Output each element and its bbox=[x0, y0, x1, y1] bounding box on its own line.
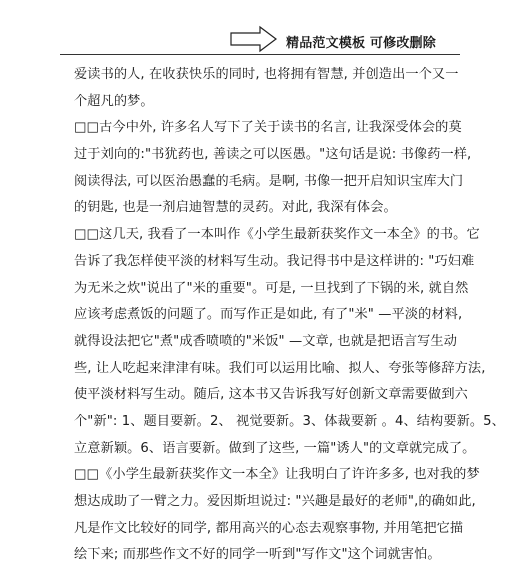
text-line: 过于刘向的:"书犹药也, 善读之可以医愚。"这句话是说: 书像药一样, bbox=[74, 147, 472, 163]
text-line: 阅读得法, 可以医治愚蠢的毛病。是啊, 书像一把开启知识宝库大门 bbox=[74, 173, 464, 189]
text-line: 个超凡的梦。 bbox=[74, 93, 154, 109]
arrow-right-icon bbox=[230, 26, 278, 52]
text-line: 告诉了我怎样使平淡的材料写生动。我记得书中是这样讲的: "巧妇难 bbox=[74, 253, 475, 269]
text-line: 想达成助了一臂之力。爱因斯坦说过: "兴趣是最好的老师",的确如此, bbox=[74, 494, 476, 509]
text-line: 为无米之炊"说出了"米的重要"。可是, 一旦找到了下锅的米, 就自然 bbox=[74, 280, 469, 296]
document-body bbox=[74, 62, 505, 569]
header-divider bbox=[60, 54, 460, 55]
text-line: □□古今中外, 许多名人写下了关于读书的名言, 让我深受体会的莫 bbox=[74, 120, 462, 136]
text-line: 立意新颖。6、语言要新。做到了这些, 一篇"诱人"的文章就完成了。 bbox=[74, 440, 476, 456]
text-line: □□《小学生最新获奖作文一本全》让我明白了许许多多, 也对我的梦 bbox=[74, 467, 480, 483]
text-line: 绘下来; 而那些作文不好的同学一听到"写作文"这个词就害怕。 bbox=[74, 547, 441, 563]
text-line: 应该考虑煮饭的问题了。而写作正是如此, 有了"米" —平淡的材料, bbox=[74, 307, 463, 323]
text-line: 就得设法把它"煮"成香喷喷的"米饭" —文章, 也就是把语言写生动 bbox=[74, 333, 458, 349]
text-line: 使平淡材料写生动。随后, 这本书又告诉我写好创新文章需要做到六 bbox=[74, 387, 468, 403]
text-line: 个"新": 1、题目要新。2、 视觉要新。3、体裁要新 。4、结构要新。5、 bbox=[74, 413, 505, 429]
text-line: □□这几天, 我看了一本叫作《小学生最新获奖作文一本全》的书。它 bbox=[74, 227, 480, 243]
text-line: 的钥匙, 也是一剂启迪智慧的灵药。对此, 我深有体会。 bbox=[74, 200, 397, 216]
page-header bbox=[60, 22, 460, 56]
text-line: 爱读书的人, 在收获快乐的同时, 也将拥有智慧, 并创造出一个又一 bbox=[74, 67, 459, 82]
header-title: 精品范文模板 可修改删除 bbox=[286, 36, 436, 51]
text-line: 凡是作文比较好的同学, 都用高兴的心态去观察事物, 并用笔把它描 bbox=[74, 520, 464, 536]
text-line: 些, 让人吃起来津津有味。我们可以运用比喻、拟人、夸张等修辞方法, bbox=[74, 360, 486, 376]
